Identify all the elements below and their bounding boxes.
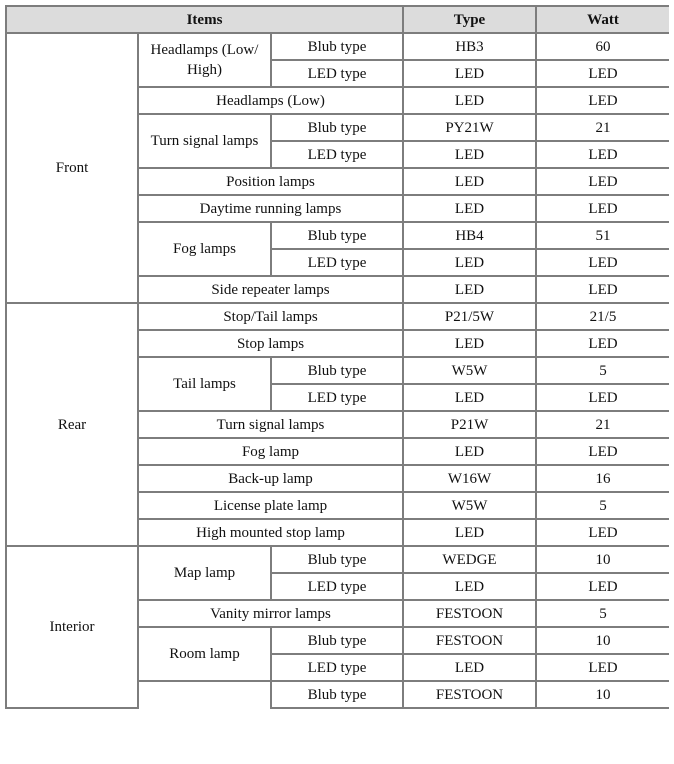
watt-cell: 60 — [536, 33, 669, 60]
header-items: Items — [6, 6, 403, 33]
table-row — [6, 303, 669, 330]
item-name: Turn signal lamps — [138, 114, 271, 168]
item-name: Tail lamps — [138, 357, 271, 411]
type-cell: FESTOON — [403, 600, 536, 627]
type-cell: LED — [403, 87, 536, 114]
watt-cell: LED — [536, 195, 669, 222]
type-cell: FESTOON — [403, 627, 536, 654]
sub-type: Blub type — [271, 114, 403, 141]
type-cell: LED — [403, 60, 536, 87]
header-row — [6, 6, 669, 33]
type-cell: W16W — [403, 465, 536, 492]
type-cell: LED — [403, 168, 536, 195]
item-name: Daytime running lamps — [138, 195, 403, 222]
type-cell: LED — [403, 249, 536, 276]
group-interior: Interior — [6, 546, 138, 708]
type-cell: WEDGE — [403, 546, 536, 573]
type-cell: LED — [403, 573, 536, 600]
watt-cell: 21 — [536, 114, 669, 141]
watt-cell: 51 — [536, 222, 669, 249]
item-name: Stop lamps — [138, 330, 403, 357]
sub-type: LED type — [271, 249, 403, 276]
sub-type: LED type — [271, 60, 403, 87]
type-cell: LED — [403, 384, 536, 411]
sub-type: Blub type — [271, 546, 403, 573]
watt-cell: 10 — [536, 681, 669, 708]
watt-cell: 5 — [536, 600, 669, 627]
watt-cell: 10 — [536, 546, 669, 573]
type-cell: HB4 — [403, 222, 536, 249]
type-cell: P21/5W — [403, 303, 536, 330]
type-cell: LED — [403, 276, 536, 303]
table-row — [6, 33, 669, 60]
sub-type: Blub type — [271, 681, 403, 708]
watt-cell: LED — [536, 519, 669, 546]
item-name — [138, 681, 271, 708]
group-front: Front — [6, 33, 138, 303]
bulb-spec-table-container — [5, 5, 669, 764]
item-name: Back-up lamp — [138, 465, 403, 492]
type-cell: LED — [403, 195, 536, 222]
sub-type: Blub type — [271, 357, 403, 384]
type-cell: HB3 — [403, 33, 536, 60]
watt-cell: LED — [536, 276, 669, 303]
item-name: Headlamps (Low) — [138, 87, 403, 114]
watt-cell: LED — [536, 168, 669, 195]
type-cell: LED — [403, 330, 536, 357]
watt-cell: LED — [536, 654, 669, 681]
watt-cell: 16 — [536, 465, 669, 492]
watt-cell: 21 — [536, 411, 669, 438]
watt-cell: LED — [536, 249, 669, 276]
watt-cell: LED — [536, 330, 669, 357]
sub-type: Blub type — [271, 627, 403, 654]
watt-cell: 5 — [536, 357, 669, 384]
item-name: Position lamps — [138, 168, 403, 195]
header-watt: Watt — [536, 6, 669, 33]
item-name: Map lamp — [138, 546, 271, 600]
type-cell: LED — [403, 654, 536, 681]
watt-cell: LED — [536, 141, 669, 168]
watt-cell: LED — [536, 438, 669, 465]
item-name: Headlamps (Low/ High) — [138, 33, 271, 87]
item-name: License plate lamp — [138, 492, 403, 519]
item-name: Turn signal lamps — [138, 411, 403, 438]
sub-type: LED type — [271, 573, 403, 600]
item-name: Stop/Tail lamps — [138, 303, 403, 330]
bulb-spec-table — [5, 5, 669, 709]
watt-cell: LED — [536, 87, 669, 114]
sub-type: LED type — [271, 141, 403, 168]
sub-type: Blub type — [271, 222, 403, 249]
type-cell: W5W — [403, 492, 536, 519]
sub-type: LED type — [271, 384, 403, 411]
type-cell: LED — [403, 438, 536, 465]
type-cell: P21W — [403, 411, 536, 438]
sub-type: Blub type — [271, 33, 403, 60]
watt-cell: LED — [536, 573, 669, 600]
watt-cell: 10 — [536, 627, 669, 654]
item-name: Side repeater lamps — [138, 276, 403, 303]
item-name: High mounted stop lamp — [138, 519, 403, 546]
item-name: Vanity mirror lamps — [138, 600, 403, 627]
header-type: Type — [403, 6, 536, 33]
table-row — [6, 546, 669, 573]
type-cell: LED — [403, 519, 536, 546]
watt-cell: LED — [536, 60, 669, 87]
sub-type: LED type — [271, 654, 403, 681]
type-cell: W5W — [403, 357, 536, 384]
watt-cell: 5 — [536, 492, 669, 519]
type-cell: LED — [403, 141, 536, 168]
item-name: Fog lamp — [138, 438, 403, 465]
item-name: Room lamp — [138, 627, 271, 681]
item-name: Fog lamps — [138, 222, 271, 276]
group-rear: Rear — [6, 303, 138, 546]
type-cell: FESTOON — [403, 681, 536, 708]
type-cell: PY21W — [403, 114, 536, 141]
watt-cell: LED — [536, 384, 669, 411]
watt-cell: 21/5 — [536, 303, 669, 330]
